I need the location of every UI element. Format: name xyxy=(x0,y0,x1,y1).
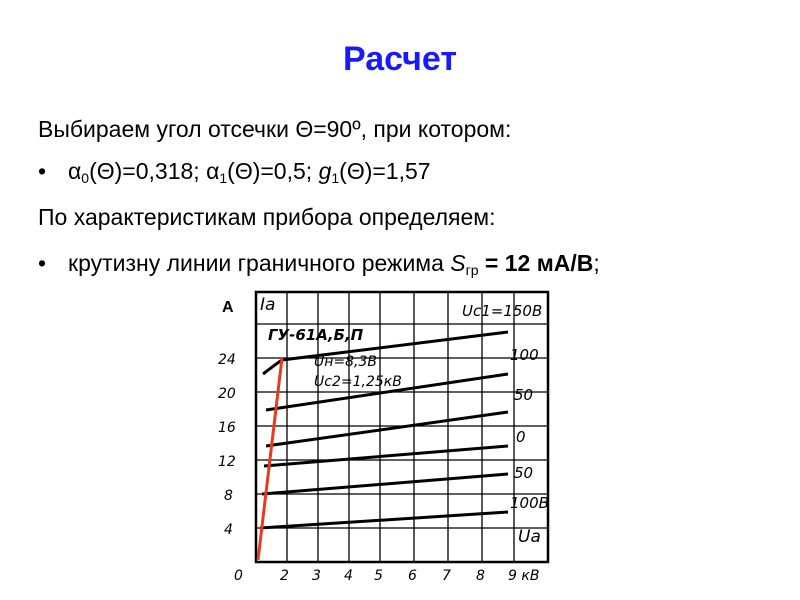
g1-subscript: 1 xyxy=(331,170,340,186)
alpha0-subscript: 0 xyxy=(81,170,90,186)
curve-label-0: 0 xyxy=(516,428,526,446)
slope-value: = 12 мА/В xyxy=(478,250,594,276)
bullet-marker: • xyxy=(38,250,47,276)
heater-voltage-label: Uн=8,3В xyxy=(314,354,377,370)
alpha0-symbol: α xyxy=(68,158,82,184)
x-tick-3: 3 xyxy=(312,568,321,584)
slope-tail: ; xyxy=(593,250,600,276)
x-tick-8: 8 xyxy=(476,568,485,584)
y-tick-20: 20 xyxy=(218,386,236,402)
bullet-slope xyxy=(38,250,600,277)
slope-subscript: гр xyxy=(465,262,479,278)
x-tick-5: 5 xyxy=(374,568,383,584)
x-symbol-label: Uа xyxy=(518,527,541,547)
y-tick-24: 24 xyxy=(218,352,236,368)
alpha1-value: (Θ)=0,5; xyxy=(227,158,319,184)
y-symbol-label: Iа xyxy=(260,295,276,315)
alpha1-symbol: α xyxy=(206,158,220,184)
y-tick-16: 16 xyxy=(218,420,236,436)
x-tick-7: 7 xyxy=(442,568,451,584)
grid-voltage-header: Uс1=150В xyxy=(462,302,543,320)
y-tick-12: 12 xyxy=(218,454,236,470)
bullet-marker: • xyxy=(38,158,47,184)
curve-label-100: 100 xyxy=(510,346,539,364)
curve-50v xyxy=(266,412,508,446)
x-tick-6: 6 xyxy=(408,568,417,584)
bullet-coefficients xyxy=(38,158,431,185)
x-tick-9kv: 9 кВ xyxy=(508,568,540,584)
y-unit-label: А xyxy=(222,299,234,316)
anode-characteristics-graph xyxy=(218,286,558,584)
g1-value: (Θ)=1,57 xyxy=(339,158,431,184)
slide-title: Расчет xyxy=(342,40,458,78)
text-line-characteristics: По характеристикам прибора определяем: xyxy=(38,204,496,230)
alpha1-subscript: 1 xyxy=(219,170,228,186)
curve-0v xyxy=(264,446,508,466)
curve-label-minus100: 100В xyxy=(510,494,549,512)
alpha0-value: (Θ)=0,318; xyxy=(89,158,207,184)
x-tick-0: 0 xyxy=(234,568,243,584)
curve-minus100v xyxy=(260,512,508,528)
curve-minus50v xyxy=(262,474,508,494)
curve-label-50: 50 xyxy=(514,386,534,404)
tube-label: ГУ-61А,Б,П xyxy=(268,326,364,344)
boundary-line xyxy=(258,358,282,560)
x-tick-4: 4 xyxy=(344,568,353,584)
screen-voltage-label: Uс2=1,25кВ xyxy=(314,374,402,390)
curve-label-minus50: 50 xyxy=(514,464,534,482)
y-tick-8: 8 xyxy=(224,488,233,504)
x-tick-2: 2 xyxy=(280,568,289,584)
characteristic-curves xyxy=(260,332,508,528)
text-line-angle: Выбираем угол отсечки Θ=90º, при котором: xyxy=(38,116,512,142)
y-tick-4: 4 xyxy=(224,522,233,538)
g1-symbol: g xyxy=(318,158,332,184)
slope-text: крутизну линии граничного режима xyxy=(68,250,451,276)
slope-symbol: S xyxy=(450,250,466,276)
